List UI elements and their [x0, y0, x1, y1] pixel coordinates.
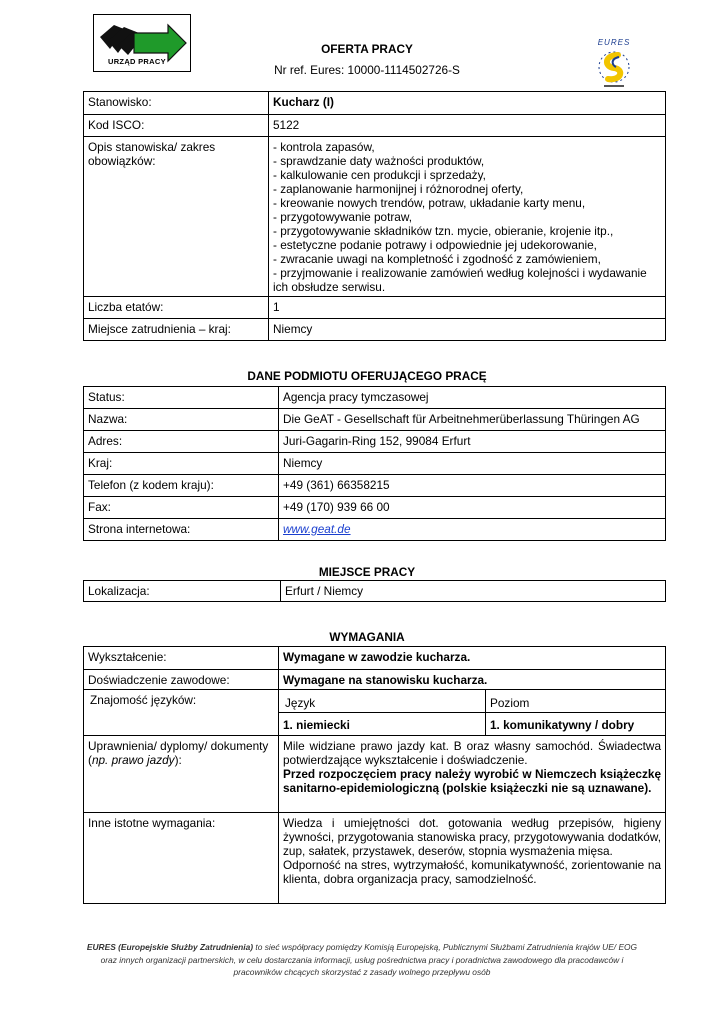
permits-label — [84, 736, 279, 813]
languages-label: Znajomość języków: — [84, 690, 279, 736]
table-row — [84, 115, 666, 137]
list-item: - przyjmowanie i realizowanie zamówień według kolejności i wydawanie — [273, 266, 647, 280]
table-row — [84, 137, 666, 297]
footer — [80, 941, 644, 979]
education-label: Wykształcenie: — [84, 647, 279, 670]
level-value: 1. komunikatywny / dobry — [486, 713, 666, 736]
list-item: - sprawdzanie daty ważności produktów, — [273, 154, 485, 168]
isco-label: Kod ISCO: — [84, 115, 269, 137]
table-row — [84, 670, 666, 690]
other-requirements-text-2: Odporność na stres, wytrzymałość, komunikatywność, zorientowanie na klienta, dobra organizacja pracy, samodzielność. — [283, 858, 662, 886]
level-column-header: Poziom — [486, 690, 666, 713]
reference-number: Nr ref. Eures: 10000-1114502726-S — [274, 63, 460, 77]
workplace-heading: MIEJSCE PRACY — [318, 565, 416, 579]
phone-label: Telefon (z kodem kraju): — [84, 475, 279, 497]
fte-label: Liczba etatów: — [84, 297, 269, 319]
website-link[interactable]: www.geat.de — [283, 522, 351, 536]
footer-eures-name: EURES (Europejskie Służby Zatrudnienia) — [86, 942, 254, 952]
list-item: - zwracanie uwagi na kompletność i zgodność z zamówieniem, — [273, 252, 601, 266]
requirements-table — [83, 646, 666, 904]
website-label: Strona internetowa: — [84, 519, 279, 541]
list-item: - kreowanie nowych trendów, potraw, układanie karty menu, — [273, 196, 586, 210]
fte-value: 1 — [269, 297, 666, 319]
duties-list — [269, 137, 666, 297]
employer-country-label: Kraj: — [84, 453, 279, 475]
permits-note: Przed rozpoczęciem pracy należy wyrobić w Niemczech książeczkę sanitarno-epidemiologiczną (polskie książeczki nie są uznawane). — [283, 767, 662, 795]
country-value: Niemcy — [269, 319, 666, 341]
table-row — [84, 409, 666, 431]
table-row — [84, 387, 666, 409]
status-value: Agencja pracy tymczasowej — [279, 387, 666, 409]
permits-text: Mile widziane prawo jazdy kat. B oraz własny samochód. Świadectwa potwierdzające wykształcenie i doświadczenie. — [283, 739, 662, 767]
page-title: OFERTA PRACY — [321, 42, 413, 56]
permits-label-line1: Uprawnienia/ dyplomy/ dokumenty — [88, 739, 269, 753]
name-value: Die GeAT - Gesellschaft für Arbeitnehmerüberlassung Thüringen AG — [279, 409, 666, 431]
employer-heading: DANE PODMIOTU OFERUJĄCEGO PRACĘ — [247, 369, 487, 383]
permits-label-example: np. prawo jazdy — [91, 753, 175, 767]
location-label: Lokalizacja: — [84, 581, 281, 602]
footer-line-1-rest: to sieć współpracy pomiędzy Komisją Europejską, Publicznymi Służbami Zatrudnienia krajów UE/ EOG — [253, 942, 638, 952]
workplace-table — [83, 580, 666, 602]
table-row — [84, 431, 666, 453]
other-requirements-text-1: Wiedza i umiejętności dot. gotowania według przepisów, higieny żywności, przygotowania stanowiska pracy, przygotowywania dodatków, zup, sałatek, przystawek, deserów, stopnia wysmażenia mięsa. — [283, 816, 662, 858]
table-row — [84, 813, 666, 904]
footer-line-3: pracowników chcących skorzystać z zasady wolnego przepływu osób — [233, 967, 491, 977]
experience-value: Wymagane na stanowisku kucharza. — [279, 670, 666, 690]
language-value: 1. niemiecki — [279, 713, 486, 736]
offer-table — [83, 91, 666, 341]
footer-line-2: oraz innych organizacji partnerskich, w celu dostarczania informacji, usług pośrednictwa pracy i poradnictwa zawodowego dla pracodawców i — [100, 954, 624, 965]
eures-logo-text: EURES — [597, 38, 631, 47]
list-item: - przygotowywanie potraw, — [273, 210, 413, 224]
logo-text: URZĄD PRACY — [108, 57, 166, 66]
phone-value: +49 (361) 66358215 — [279, 475, 666, 497]
employer-table — [83, 386, 666, 541]
footer-line-1 — [80, 941, 644, 954]
education-value: Wymagane w zawodzie kucharza. — [279, 647, 666, 670]
eures-logo-graphic — [590, 47, 638, 89]
table-row — [84, 647, 666, 670]
other-requirements-label: Inne istotne wymagania: — [84, 813, 279, 904]
experience-label: Doświadczenie zawodowe: — [84, 670, 279, 690]
employer-country-value: Niemcy — [279, 453, 666, 475]
list-item: ich obsłudze serwisu. — [273, 280, 386, 294]
table-row — [84, 581, 666, 602]
country-label: Miejsce zatrudnienia – kraj: — [84, 319, 269, 341]
name-label: Nazwa: — [84, 409, 279, 431]
table-row — [84, 319, 666, 341]
fax-label: Fax: — [84, 497, 279, 519]
status-label: Status: — [84, 387, 279, 409]
table-row — [84, 519, 666, 541]
duties-label: Opis stanowiska/ zakres obowiązków: — [84, 137, 269, 297]
table-row — [84, 736, 666, 813]
language-column-header: Język — [279, 690, 486, 713]
list-item: - kontrola zapasów, — [273, 140, 375, 154]
other-requirements-value — [279, 813, 666, 904]
table-row — [84, 453, 666, 475]
position-value: Kucharz (I) — [269, 92, 666, 115]
isco-value: 5122 — [269, 115, 666, 137]
address-label: Adres: — [84, 431, 279, 453]
permits-value — [279, 736, 666, 813]
list-item: - estetyczne podanie potrawy i odpowiednie jej udekorowanie, — [273, 238, 597, 252]
location-value: Erfurt / Niemcy — [281, 581, 666, 602]
website-cell — [279, 519, 666, 541]
permits-label-line2: (np. prawo jazdy): — [88, 753, 182, 767]
table-row — [84, 475, 666, 497]
address-value: Juri-Gagarin-Ring 152, 99084 Erfurt — [279, 431, 666, 453]
table-row — [84, 297, 666, 319]
list-item: - zaplanowanie harmonijnej i różnorodnej oferty, — [273, 182, 524, 196]
table-row — [84, 497, 666, 519]
list-item: - przygotowywanie składników tzn. mycie, obieranie, krojenie itp., — [273, 224, 614, 238]
position-label: Stanowisko: — [84, 92, 269, 115]
fax-value: +49 (170) 939 66 00 — [279, 497, 666, 519]
table-row — [84, 690, 666, 713]
table-row — [84, 92, 666, 115]
requirements-heading: WYMAGANIA — [329, 630, 405, 644]
list-item: - kalkulowanie cen produkcji i sprzedaży, — [273, 168, 486, 182]
eures-logo — [590, 38, 638, 90]
